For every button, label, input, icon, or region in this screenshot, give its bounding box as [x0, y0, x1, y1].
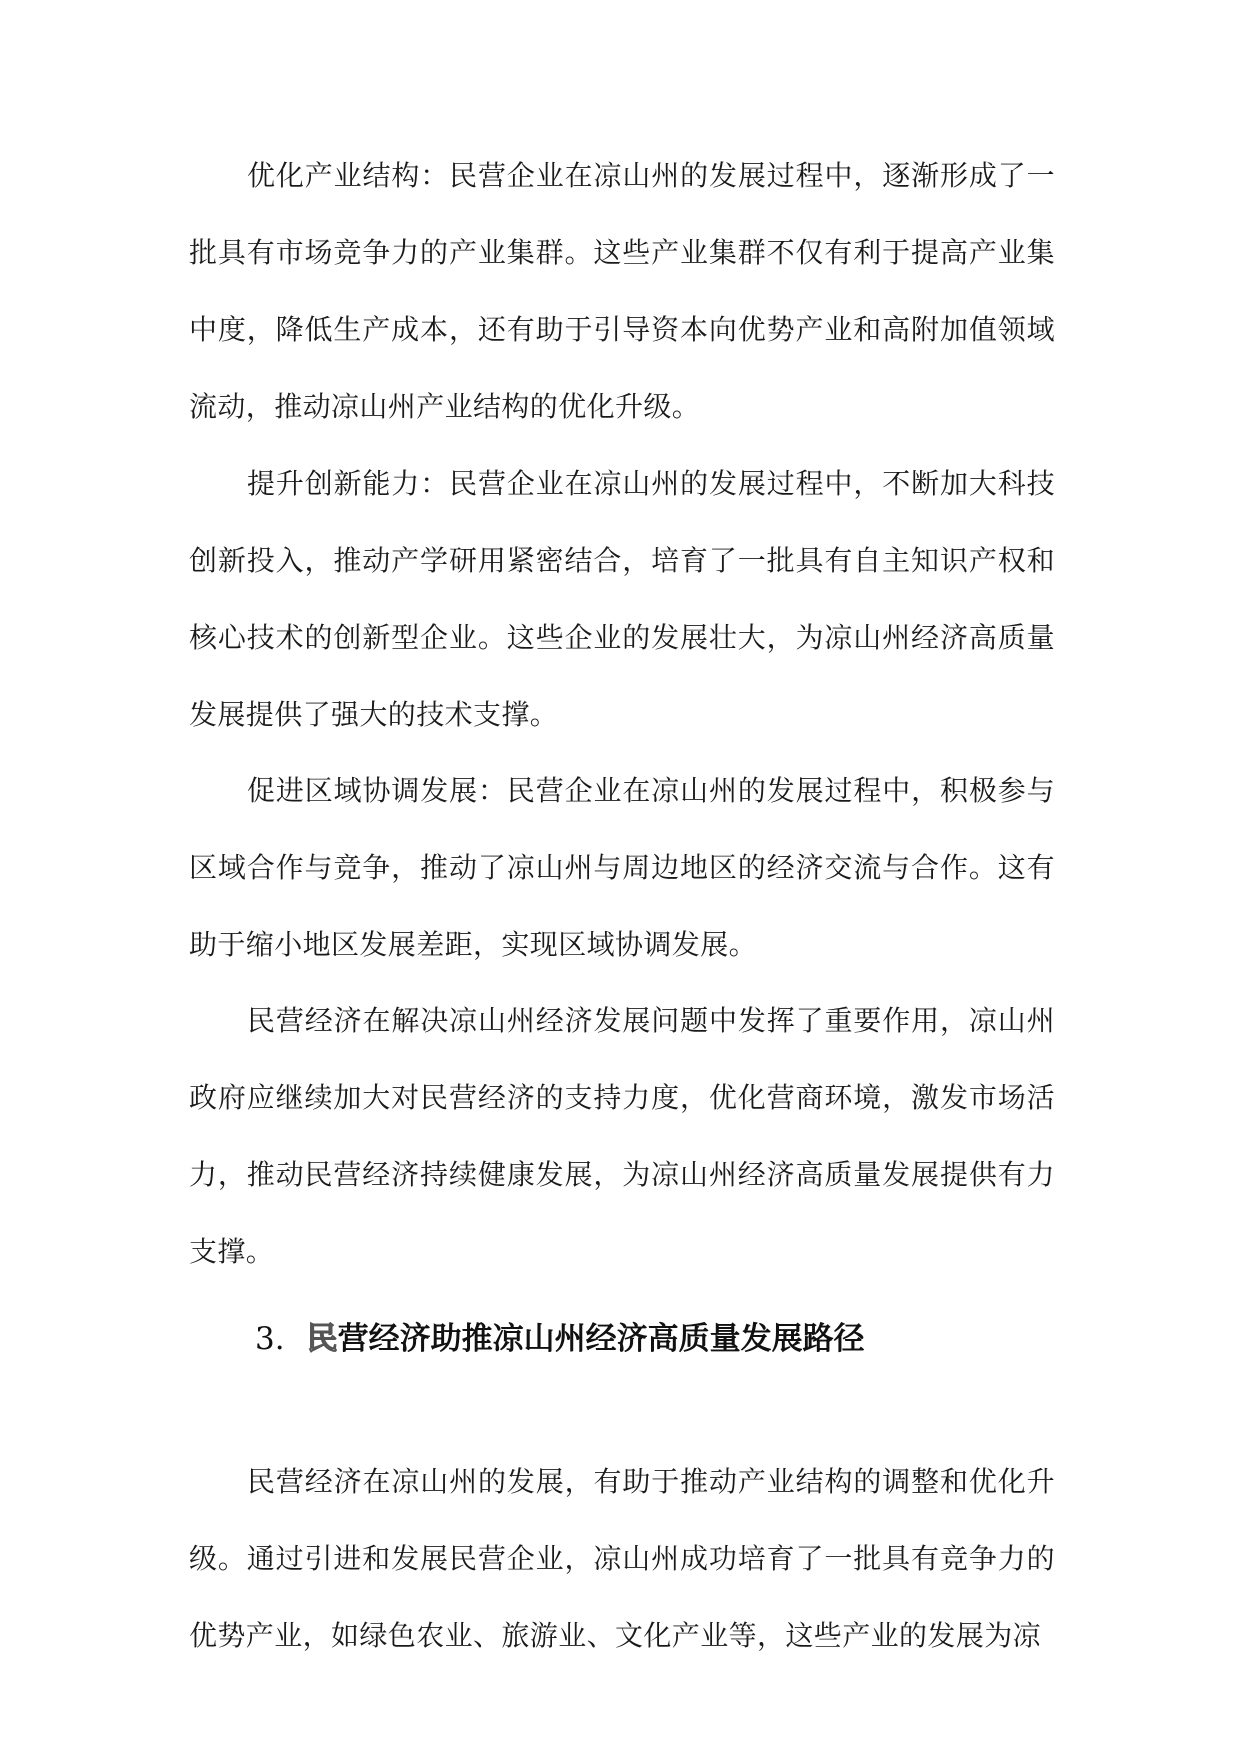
- section-title-first-char: 民: [306, 1321, 338, 1357]
- paragraph-regional-coordination: 促进区域协调发展：民营企业在凉山州的发展过程中，积极参与区域合作与竞争，推动了凉山州与周边地区的经济交流与合作。这有助于缩小地区发展差距，实现区域协调发展。: [189, 774, 1055, 961]
- paragraph-section3-intro: 民营经济在凉山州的发展，有助于推动产业结构的调整和优化升级。通过引进和发展民营企业，凉山州成功培育了一批具有竞争力的优势产业，如绿色农业、旅游业、文化产业等，这些产业的发展为凉: [189, 1465, 1055, 1652]
- section-title: 营经济助推凉山州经济高质量发展路径: [337, 1321, 865, 1357]
- paragraph-improve-innovation: 提升创新能力：民营企业在凉山州的发展过程中，不断加大科技创新投入，推动产学研用紧密结合，培育了一批具有自主知识产权和核心技术的创新型企业。这些企业的发展壮大，为凉山州经济高质量发展提供了强大的技术支撑。: [189, 467, 1055, 731]
- paragraph-summary: 民营经济在解决凉山州经济发展问题中发挥了重要作用，凉山州政府应继续加大对民营经济的支持力度，优化营商环境，激发市场活力，推动民营经济持续健康发展，为凉山州经济高质量发展提供有力支撑。: [189, 1004, 1055, 1268]
- paragraph-optimize-industrial-structure: 优化产业结构：民营企业在凉山州的发展过程中，逐渐形成了一批具有市场竞争力的产业集群。这些产业集群不仅有利于提高产业集中度，降低生产成本，还有助于引导资本向优势产业和高附加值领域流动，推动凉山州产业结构的优化升级。: [189, 159, 1055, 423]
- section-heading: [255, 1314, 1055, 1364]
- section-number: 3.: [255, 1321, 285, 1357]
